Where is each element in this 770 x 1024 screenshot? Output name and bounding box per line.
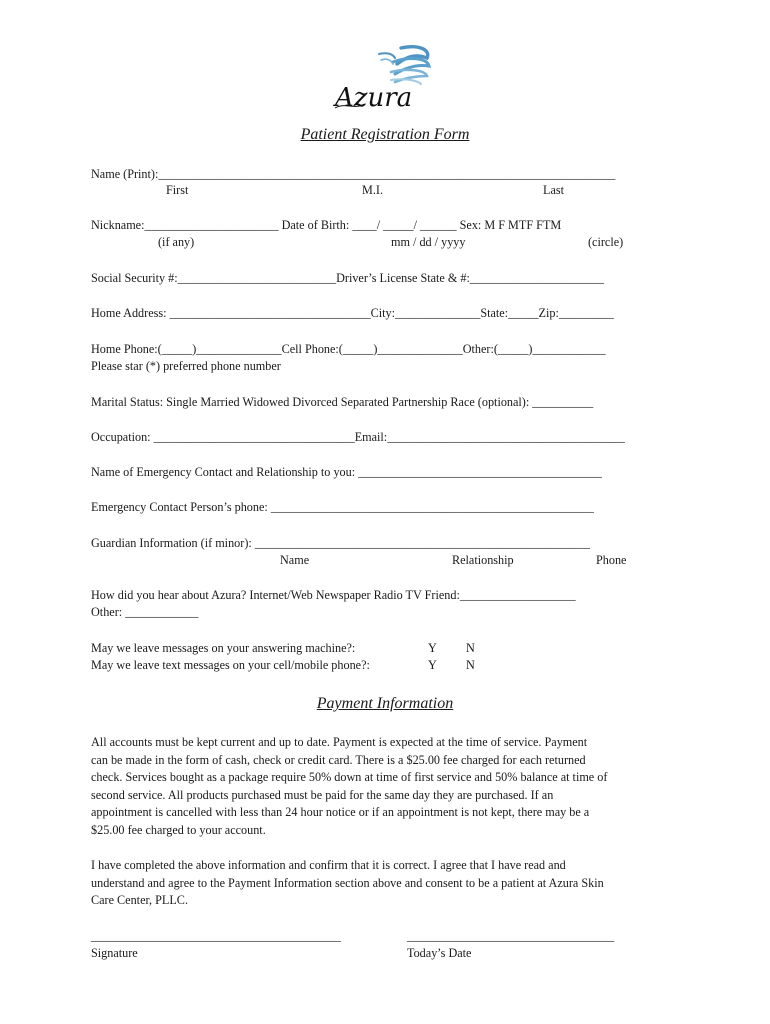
answering-yes-option[interactable]: Y [428,641,437,655]
policy-line: All accounts must be kept current and up to date. Payment is expected at the time of service. Payment [91,735,588,749]
consent-line: I have completed the above information and confirm that it is correct. I agree that I have read and [91,858,566,872]
ssn-license-field[interactable]: Social Security #:__________________________Driver’s License State & #:______________________ [91,271,604,285]
policy-line: check. Services bought as a package require 50% down at time of first service and 50% balance at time of [91,770,608,785]
consent-line: understand and agree to the Payment Information section above and consent to be a patient at Azura Skin [91,875,604,890]
azura-logo [331,44,441,116]
phone-field[interactable]: Home Phone:(_____)______________Cell Phone:(_____)______________Other:(_____)____________ [91,342,606,356]
text-message-question: May we leave text messages on your cell/mobile phone?: [91,658,370,672]
form-title: Patient Registration Form [300,126,470,143]
answering-no-option[interactable]: N [466,641,475,655]
name-first-label: First [166,183,189,197]
signature-field[interactable]: _________________________________________ [91,929,341,943]
referral-other-field[interactable]: Other: ____________ [91,605,199,619]
phone-note: Please star (*) preferred phone number [91,359,281,373]
logo-swoosh-icon [379,47,429,84]
referral-source-field[interactable]: How did you hear about Azura? Internet/Web Newspaper Radio TV Friend:___________________ [91,588,576,602]
date-label: Today’s Date [407,946,472,960]
text-yes-option[interactable]: Y [428,658,437,672]
emergency-contact-field[interactable]: Name of Emergency Contact and Relationship to you: ________________________________________ [91,465,602,479]
guardian-relationship-label: Relationship [452,553,514,567]
policy-line: second service. All products purchased must be paid for the same day they are purchased. If an [91,787,554,802]
name-print-field[interactable]: Name (Print):___________________________________________________________________________ [91,167,616,181]
emergency-phone-field[interactable]: Emergency Contact Person’s phone: _____________________________________________________ [91,500,594,514]
guardian-name-label: Name [280,553,310,567]
name-mi-label: M.I. [362,183,383,197]
consent-line: Care Center, PLLC. [91,893,188,908]
policy-line: $25.00 fee charged to your account. [91,822,266,837]
date-field[interactable]: __________________________________ [407,929,615,943]
home-address-field[interactable]: Home Address: _________________________________City:______________State:_____Zip:_________ [91,306,614,320]
payment-policy-paragraph [91,734,687,840]
nickname-ifany-label: (if any) [158,235,195,249]
dob-format-label: mm / dd / yyyy [391,235,466,249]
nickname-dob-sex-field[interactable]: Nickname:______________________ Date of Birth: ____/ _____/ ______ Sex: M F MTF FTM [91,218,562,232]
occupation-email-field[interactable]: Occupation: _________________________________Email:_______________________________________ [91,430,625,444]
consent-paragraph [91,857,687,910]
policy-line: appointment is cancelled with less than 24 hour notice or if an appointment is not kept, there may be a [91,805,590,820]
policy-line: can be made in the form of cash, check or credit card. There is a $25.00 fee charged for each returned [91,752,586,767]
guardian-phone-label: Phone [596,553,627,567]
name-last-label: Last [543,183,564,197]
signature-label: Signature [91,946,138,960]
marital-status-field[interactable]: Marital Status: Single Married Widowed Divorced Separated Partnership Race (optional): __________ [91,395,594,409]
logo-text: Azura [335,83,413,113]
sex-circle-label: (circle) [588,235,624,249]
answering-machine-question: May we leave messages on your answering machine?: [91,641,356,655]
guardian-field[interactable]: Guardian Information (if minor): _______________________________________________________ [91,536,590,550]
payment-title: Payment Information [316,695,454,712]
text-no-option[interactable]: N [466,658,475,672]
